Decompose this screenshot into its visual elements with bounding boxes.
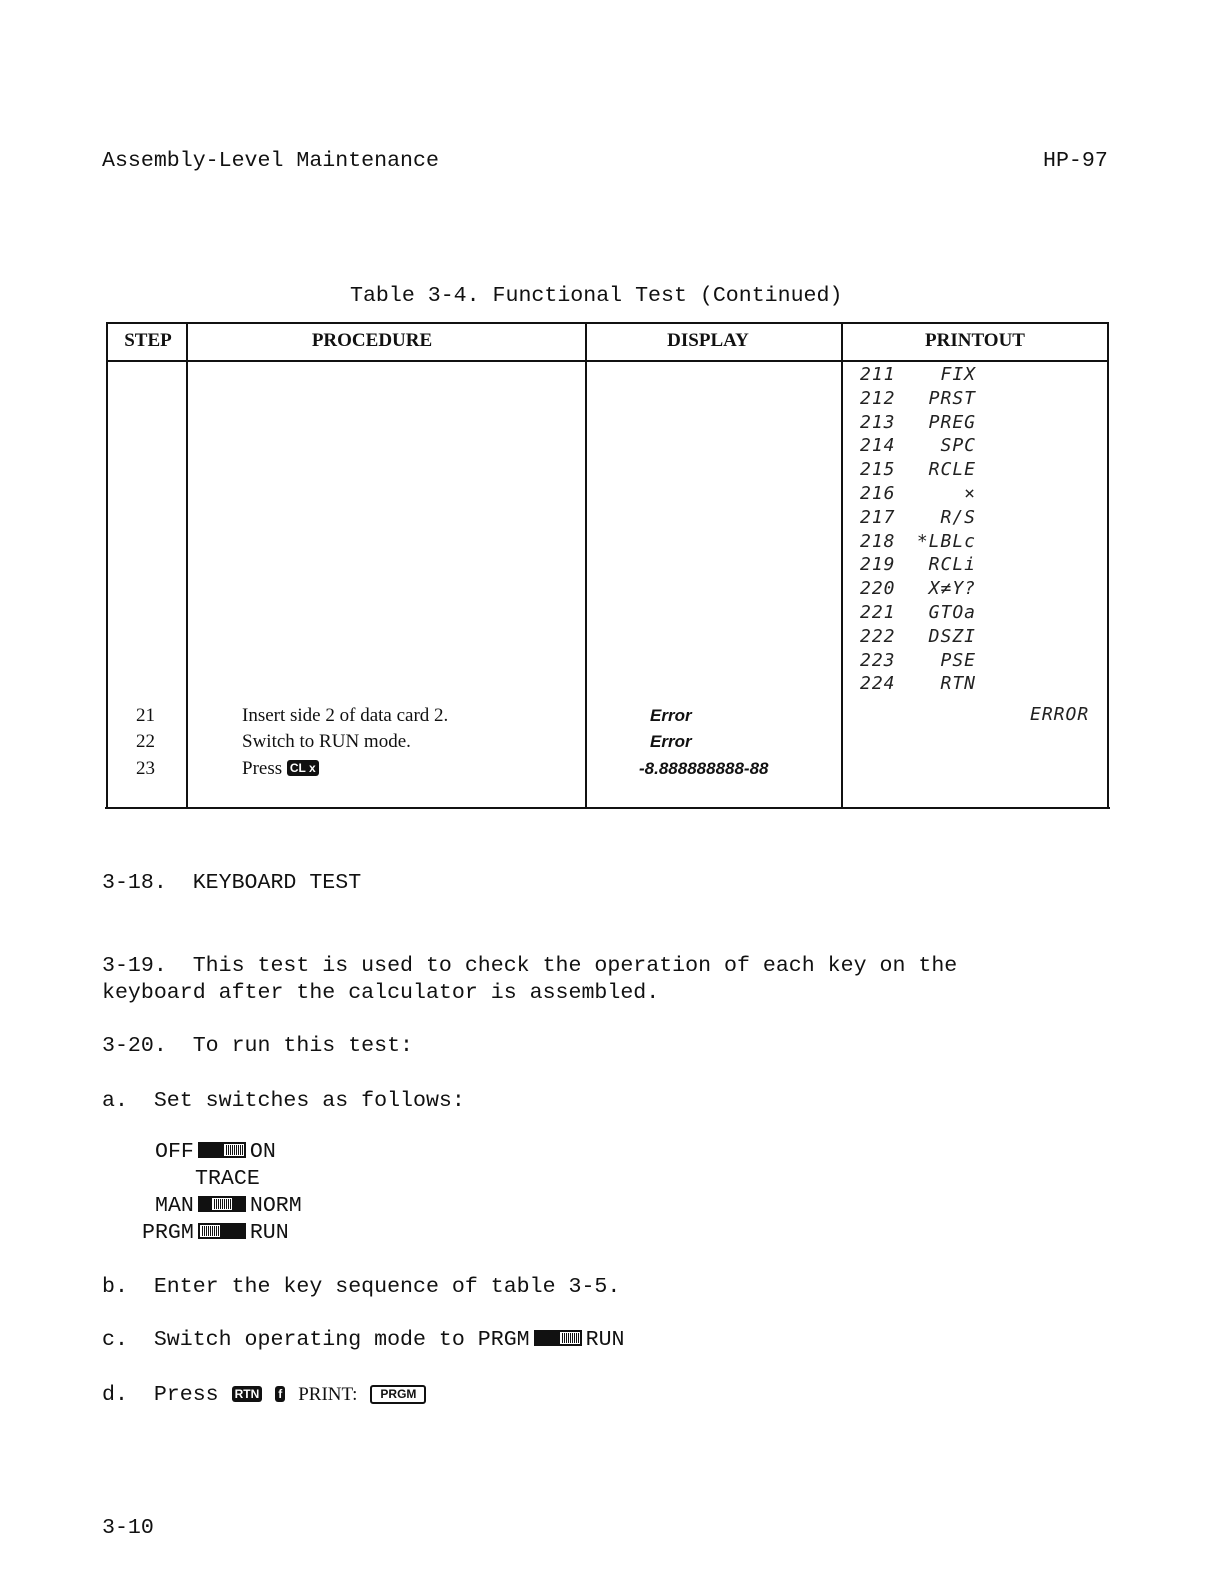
procedure-21: Insert side 2 of data card 2. [242, 705, 449, 726]
step-d-text: d. Press [102, 1383, 219, 1407]
display-22: Error [650, 732, 692, 751]
label-trace: TRACE [195, 1167, 260, 1191]
label-run-c: RUN [585, 1328, 625, 1352]
printout-line-number: 215 [860, 459, 896, 481]
table-caption: Table 3-4. Functional Test (Continued) [350, 284, 843, 308]
switch-trace [155, 1193, 302, 1220]
mode-switch-run-icon [534, 1330, 582, 1346]
printout-instruction: RCLi [928, 554, 976, 576]
printout-instruction: RTN [940, 673, 976, 695]
printout-instruction: × [964, 483, 976, 504]
step-a: a. Set switches as follows: [102, 1089, 465, 1113]
printout-line-number: 221 [860, 602, 896, 623]
trace-switch-icon [198, 1196, 246, 1212]
switch-mode [142, 1220, 289, 1247]
printout-instruction: SPC [940, 435, 976, 457]
col-procedure: PROCEDURE [311, 330, 433, 351]
section-title: 3-18. KEYBOARD TEST [102, 871, 362, 895]
step-22: 22 [136, 731, 155, 752]
paragraph-3-20: 3-20. To run this test: [102, 1034, 414, 1058]
label-man: MAN [155, 1194, 194, 1218]
label-run: RUN [249, 1221, 289, 1245]
step-21: 21 [136, 705, 155, 726]
printout-line-number: 216 [860, 483, 896, 504]
procedure-23 [242, 758, 319, 780]
label-prgm: PRGM [142, 1221, 194, 1245]
label-on: ON [249, 1140, 276, 1164]
step-23: 23 [136, 758, 155, 779]
step-c [102, 1327, 625, 1354]
printout-instruction: RCLE [928, 459, 976, 481]
switch-power [155, 1139, 276, 1166]
paragraph-3-19: 3-19. This test is used to check the operation of each key on the keyboard after the calculator is assembled. [102, 954, 958, 1005]
label-norm: NORM [249, 1194, 302, 1218]
running-header-right: HP-97 [1043, 149, 1108, 173]
printout-instruction: PRST [928, 387, 976, 409]
col-step: STEP [124, 330, 172, 351]
step-c-text: c. Switch operating mode to PRGM [102, 1328, 530, 1352]
f-key: f [275, 1386, 285, 1402]
power-switch-icon [198, 1142, 246, 1158]
printout-line-number: 211 [860, 364, 896, 385]
mode-switch-icon [198, 1223, 246, 1239]
printout-line-number: 213 [860, 411, 896, 433]
printout-instruction: R/S [940, 506, 976, 528]
printout-line-number: 224 [860, 673, 896, 695]
printout-line-number: 219 [860, 554, 896, 576]
procedure-22: Switch to RUN mode. [242, 731, 411, 752]
prgm-key: PRGM [370, 1385, 426, 1404]
printout-line-number: 214 [860, 435, 896, 457]
printout-line-number: 218 [860, 530, 896, 552]
printout-21: ERROR [1030, 704, 1090, 725]
print-label: PRINT: [298, 1384, 358, 1405]
procedure-text: Press [242, 758, 283, 779]
printout-line-number: 222 [860, 625, 896, 647]
col-printout: PRINTOUT [925, 330, 1025, 351]
printout-instruction: DSZI [928, 625, 976, 647]
page-number: 3-10 [102, 1516, 154, 1540]
step-d [102, 1381, 426, 1409]
rtn-key: RTN [232, 1386, 263, 1402]
step-b: b. Enter the key sequence of table 3-5. [102, 1275, 621, 1299]
running-header-left: Assembly-Level Maintenance [102, 149, 439, 173]
printout-instruction: PSE [940, 649, 976, 671]
printout-instruction: GTOa [928, 602, 976, 623]
col-display: DISPLAY [667, 330, 749, 351]
printout-instruction: FIX [940, 364, 976, 385]
printout-instruction: X≠Y? [928, 578, 976, 600]
clx-key: CL x [287, 760, 319, 776]
label-off: OFF [155, 1140, 194, 1164]
printout-line-number: 220 [860, 578, 896, 600]
printout-instruction: *LBLc [916, 530, 976, 552]
printout-line-number: 217 [860, 506, 896, 528]
printout-instruction: PREG [928, 411, 976, 433]
display-21: Error [650, 706, 692, 725]
display-23: -8.888888888-88 [639, 759, 769, 778]
printout-line-number: 223 [860, 649, 896, 671]
printout-line-number: 212 [860, 387, 896, 409]
